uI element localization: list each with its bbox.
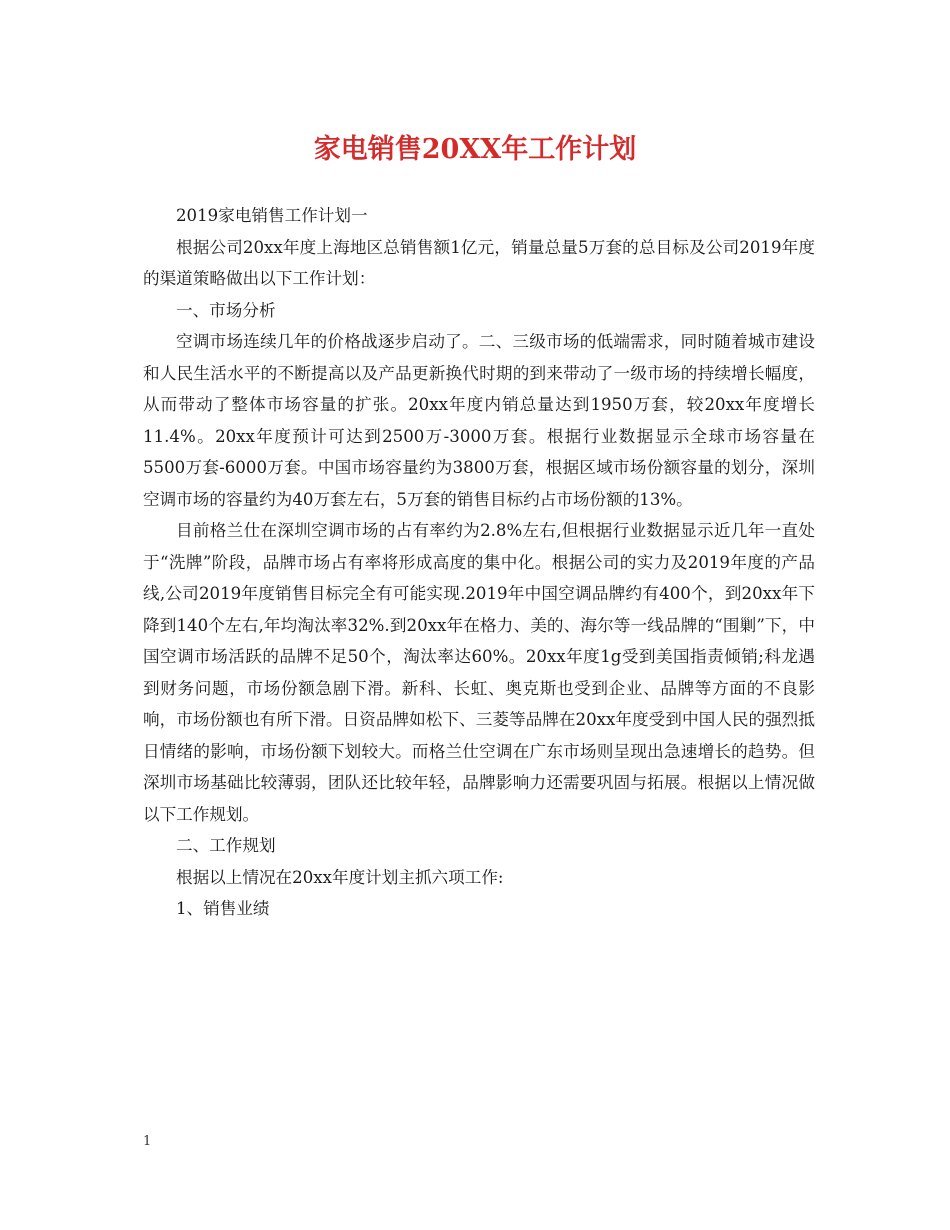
paragraph-market-share: 目前格兰仕在深圳空调市场的占有率约为2.8%左右,但根据行业数据显示近几年一直处于“洗牌”阶段，品牌市场占有率将形成高度的集中化。根据公司的实力及2019年度的产品线,公司2019年度销售目标完全有可能实现.2019年中国空调品牌约有400个，到20xx年下降到140个左右,年均淘汰率32%.到20xx年在格力、美的、海尔等一线品牌的“围剿”下，中国空调市场活跃的品牌不足50个，淘汰率达60%。20xx年度1g受到美国指责倾销;科龙遇到财务问题，市场份额急剧下滑。新科、长虹、奥克斯也受到企业、品牌等方面的不良影响，市场份额也有所下滑。日资品牌如松下、三菱等品牌在20xx年度受到中国人民的强烈抵日情绪的影响，市场份额下划较大。而格兰仕空调在广东市场则呈现出急速增长的趋势。但深圳市场基础比较薄弱，团队还比较年轻，品牌影响力还需要巩固与拓展。根据以上情况做以下工作规划。 [143,521,815,824]
list-item-sales-performance: 1、销售业绩 [176,899,270,918]
document-body [143,200,815,925]
paragraph-intro: 根据公司20xx年度上海地区总销售额1亿元，销量总量5万套的总目标及公司2019年度的渠道策略做出以下工作计划： [143,237,815,288]
paragraph-six-tasks: 根据以上情况在20xx年度计划主抓六项工作: [176,867,504,887]
section-heading-market-analysis: 一、市场分析 [176,300,276,320]
paragraph-market-capacity: 空调市场连续几年的价格战逐步启动了。二、三级市场的低端需求，同时随着城市建设和人民生活水平的不断提高以及产品更新换代时期的到来带动了一级市场的持续增长幅度，从而带动了整体市场容量的扩张。20xx年度内销总量达到1950万套，较20xx年度增长11.4%。20xx年度预计可达到2500万-3000万套。根据行业数据显示全球市场容量在5500万套-6000万套。中国市场容量约为3800万套，根据区域市场份额容量的划分，深圳空调市场的容量约为40万套左右，5万套的销售目标约占市场份额的13%。 [143,332,815,509]
page-number: 1 [143,1134,152,1149]
paragraph-subtitle: 2019家电销售工作计划一 [176,206,368,225]
document-title: 家电销售20XX年工作计划 [313,134,637,165]
section-heading-work-plan: 二、工作规划 [176,836,276,855]
